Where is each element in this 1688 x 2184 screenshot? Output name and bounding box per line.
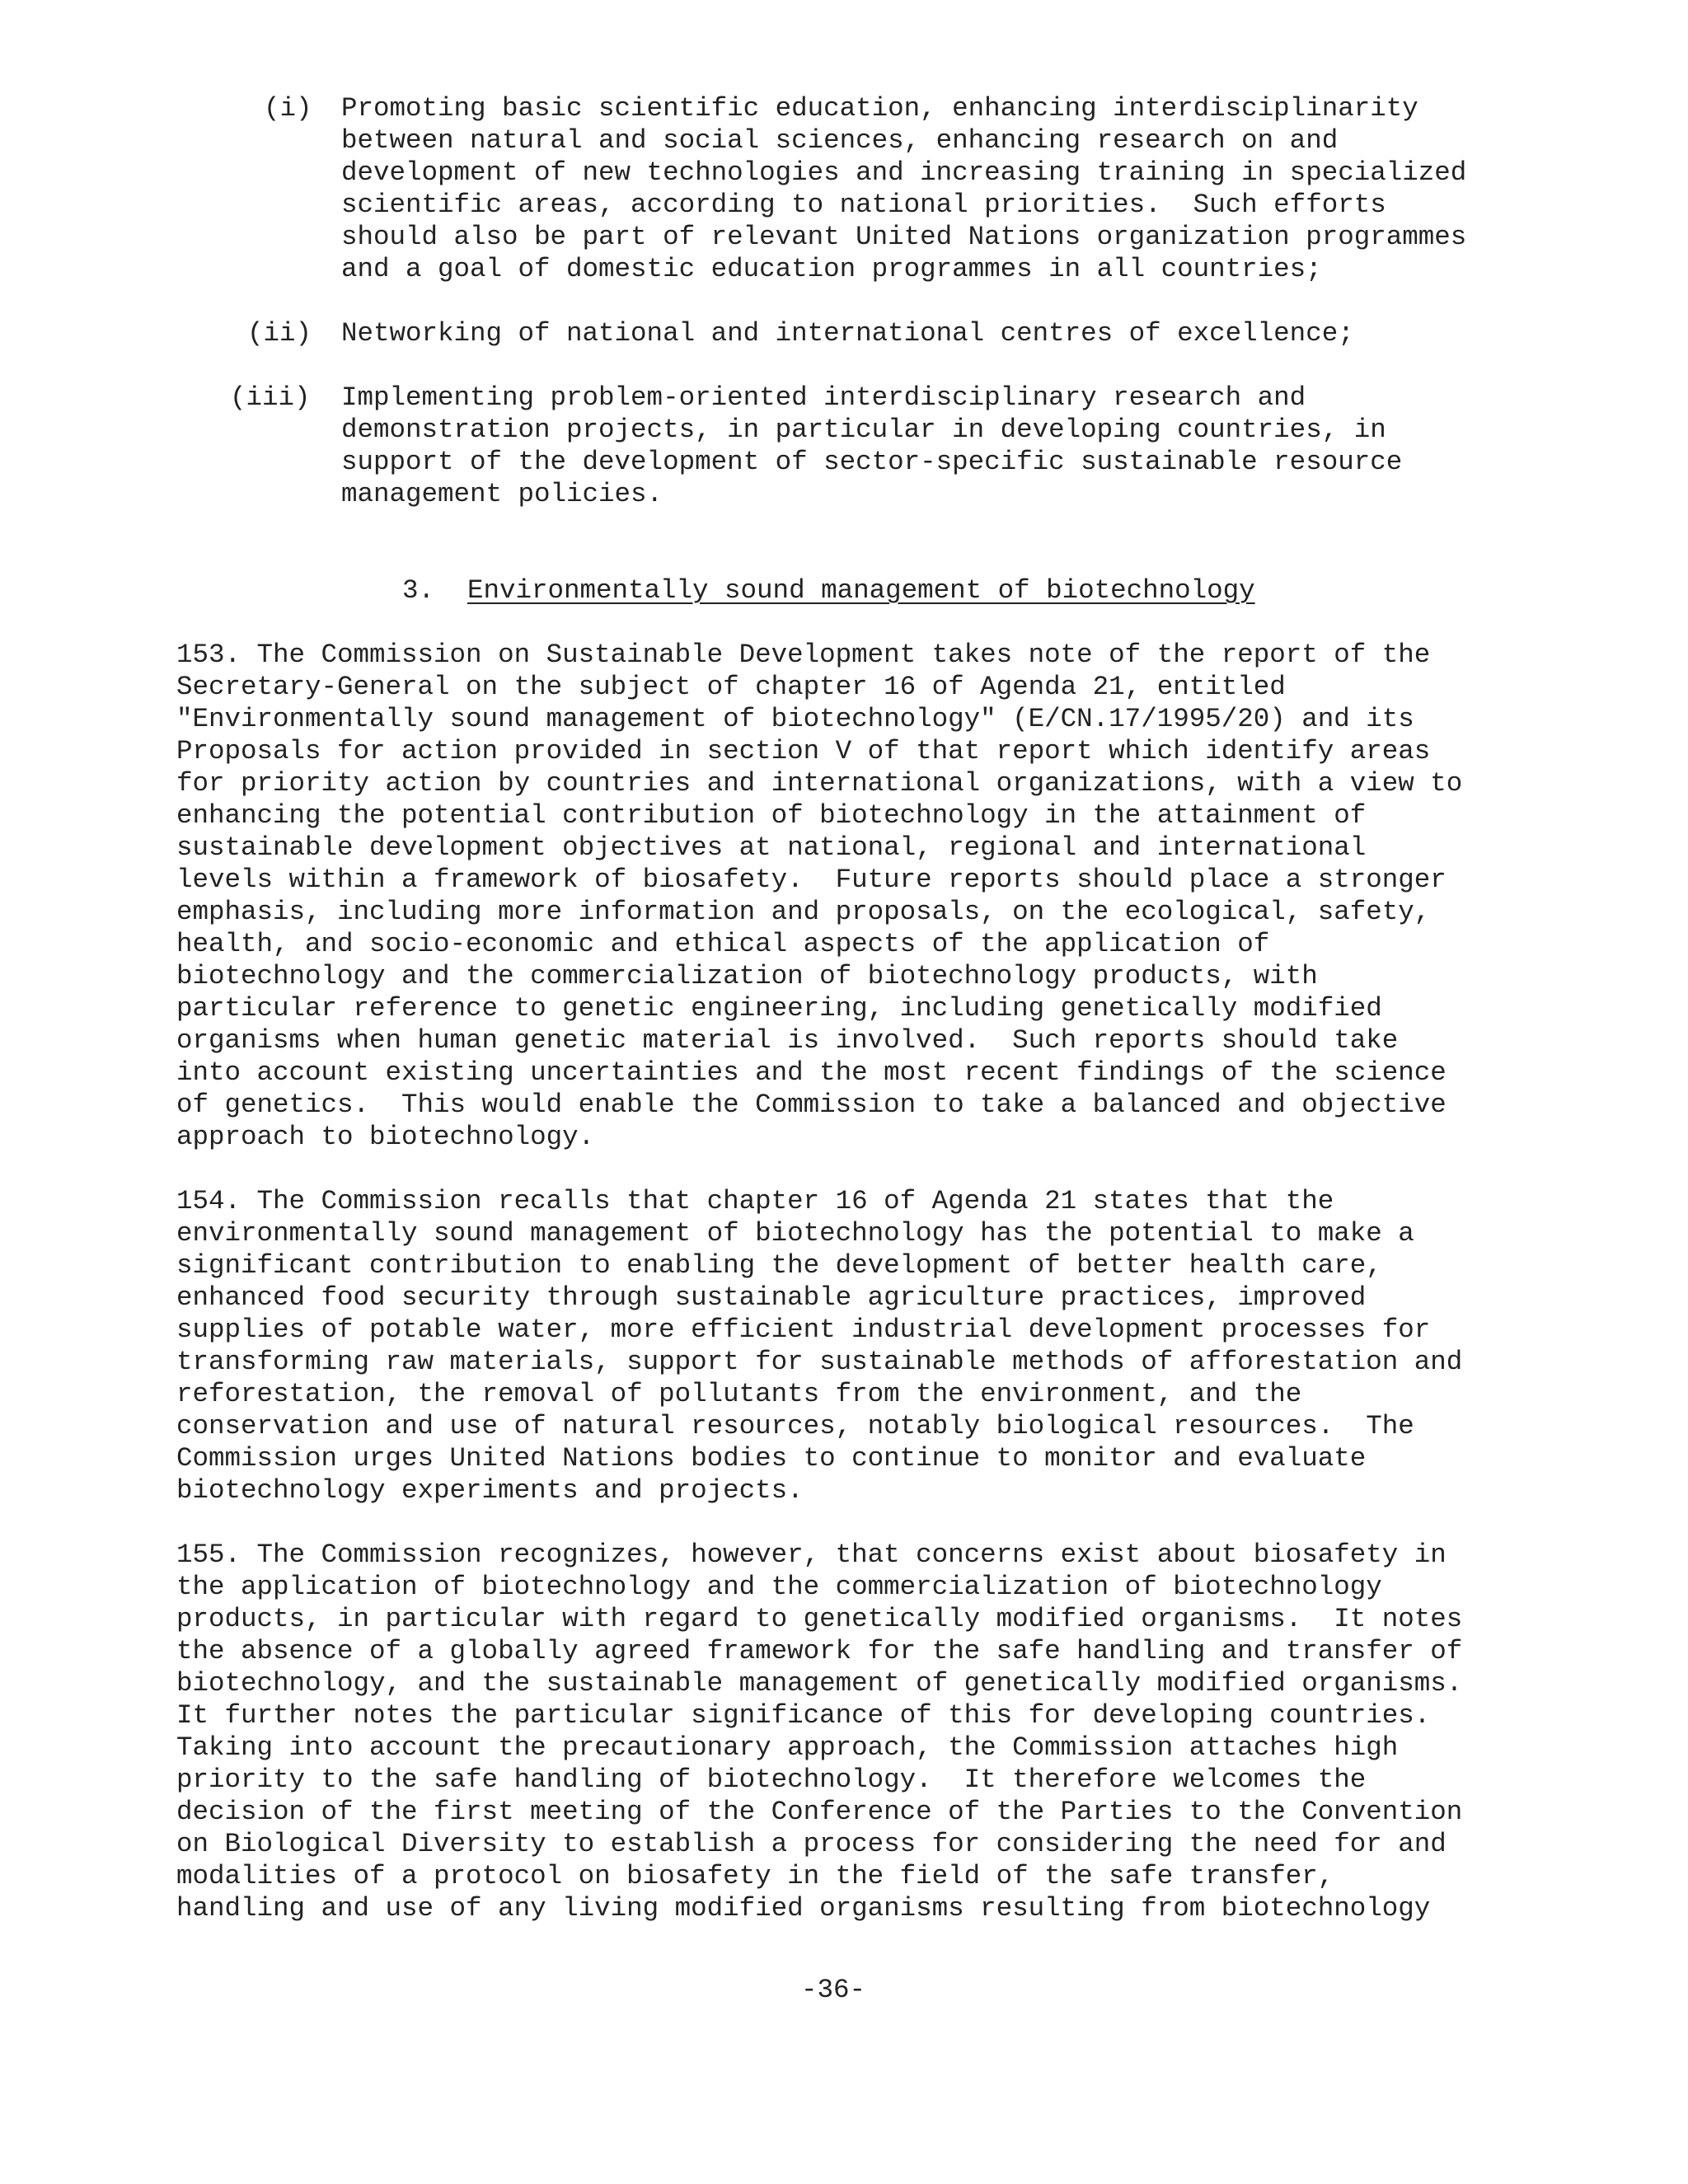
paragraph-line: the absence of a globally agreed framework for the safe handling and transfer of	[176, 1636, 1463, 1666]
paragraph-line: biotechnology experiments and projects.	[176, 1475, 804, 1506]
list-item-line: Implementing problem-oriented interdisciplinary research and	[341, 382, 1306, 413]
paragraph-line: Proposals for action provided in section V of that report which identify areas	[176, 736, 1431, 766]
list-item-line: and a goal of domestic education programmes in all countries;	[341, 254, 1322, 284]
list-item-label: (ii)	[247, 318, 312, 349]
paragraph-line: environmentally sound management of biotechnology has the potential to make a	[176, 1218, 1414, 1249]
paragraph-line: significant contribution to enabling the development of better health care,	[176, 1250, 1382, 1281]
section-number: 3.	[402, 575, 435, 606]
paragraph-line: biotechnology, and the sustainable management of genetically modified organisms.	[176, 1668, 1463, 1699]
paragraph-line: levels within a framework of biosafety. Future reports should place a stronger	[176, 865, 1447, 895]
paragraph-line: Commission urges United Nations bodies to continue to monitor and evaluate	[176, 1443, 1367, 1474]
paragraph-line: the application of biotechnology and the commercialization of biotechnology	[176, 1572, 1382, 1602]
paragraph-line: priority to the safe handling of biotechnology. It therefore welcomes the	[176, 1765, 1367, 1795]
paragraph-line: into account existing uncertainties and the most recent findings of the science	[176, 1057, 1447, 1088]
paragraph-line: modalities of a protocol on biosafety in the field of the safe transfer,	[176, 1861, 1334, 1891]
paragraph-line: approach to biotechnology.	[176, 1122, 595, 1152]
paragraph-line: 153. The Commission on Sustainable Development takes note of the report of the	[176, 640, 1431, 670]
paragraph-line: biotechnology and the commercialization of biotechnology products, with	[176, 961, 1318, 991]
paragraph-line: enhancing the potential contribution of biotechnology in the attainment of	[176, 800, 1367, 831]
paragraph-line: of genetics. This would enable the Commission to take a balanced and objective	[176, 1090, 1447, 1120]
paragraph-line: "Environmentally sound management of biotechnology" (E/CN.17/1995/20) and its	[176, 704, 1414, 734]
paragraph-line: 154. The Commission recalls that chapter 16 of Agenda 21 states that the	[176, 1186, 1334, 1216]
list-item-line: Networking of national and international centres of excellence;	[341, 318, 1354, 349]
paragraph-line: 155. The Commission recognizes, however, that concerns exist about biosafety in	[176, 1540, 1447, 1570]
section-title: Environmentally sound management of biotechnology	[467, 575, 1255, 606]
list-item-line: support of the development of sector-specific sustainable resource	[341, 447, 1403, 477]
paragraph-line: reforestation, the removal of pollutants from the environment, and the	[176, 1379, 1302, 1409]
paragraph-line: decision of the first meeting of the Conference of the Parties to the Convention	[176, 1797, 1463, 1827]
paragraph-line: supplies of potable water, more efficient industrial development processes for	[176, 1315, 1431, 1345]
paragraph-line: emphasis, including more information and proposals, on the ecological, safety,	[176, 897, 1431, 927]
list-item-line: should also be part of relevant United Nations organization programmes	[341, 222, 1467, 252]
list-item-line: management policies.	[341, 479, 663, 509]
list-item-line: development of new technologies and increasing training in specialized	[341, 157, 1467, 188]
paragraph-line: Taking into account the precautionary approach, the Commission attaches high	[176, 1732, 1399, 1763]
paragraph-line: handling and use of any living modified organisms resulting from biotechnology	[176, 1893, 1431, 1924]
paragraph-line: enhanced food security through sustainable agriculture practices, improved	[176, 1282, 1367, 1313]
paragraph-line: sustainable development objectives at national, regional and international	[176, 832, 1367, 863]
paragraph-line: conservation and use of natural resources, notably biological resources. The	[176, 1411, 1414, 1441]
paragraph-line: for priority action by countries and international organizations, with a view to	[176, 768, 1463, 799]
list-item-line: Promoting basic scientific education, enhancing interdisciplinarity	[341, 93, 1418, 124]
paragraph-line: Secretary-General on the subject of chapter 16 of Agenda 21, entitled	[176, 672, 1286, 702]
paragraph-line: health, and socio-economic and ethical aspects of the application of	[176, 929, 1270, 959]
list-item-label: (i)	[264, 93, 312, 124]
list-item-line: scientific areas, according to national priorities. Such efforts	[341, 190, 1386, 220]
paragraph-line: organisms when human genetic material is involved. Such reports should take	[176, 1025, 1399, 1056]
list-item-line: demonstration projects, in particular in developing countries, in	[341, 415, 1386, 445]
paragraph-line: products, in particular with regard to genetically modified organisms. It notes	[176, 1604, 1463, 1634]
list-item-label: (iii)	[230, 382, 311, 413]
paragraph-line: It further notes the particular significance of this for developing countries.	[176, 1700, 1431, 1731]
paragraph-line: transforming raw materials, support for sustainable methods of afforestation and	[176, 1347, 1463, 1377]
page-number: -36-	[801, 1975, 866, 2005]
list-item-line: between natural and social sciences, enhancing research on and	[341, 125, 1339, 156]
paragraph-line: particular reference to genetic engineering, including genetically modified	[176, 993, 1382, 1024]
paragraph-line: on Biological Diversity to establish a process for considering the need for and	[176, 1829, 1447, 1859]
